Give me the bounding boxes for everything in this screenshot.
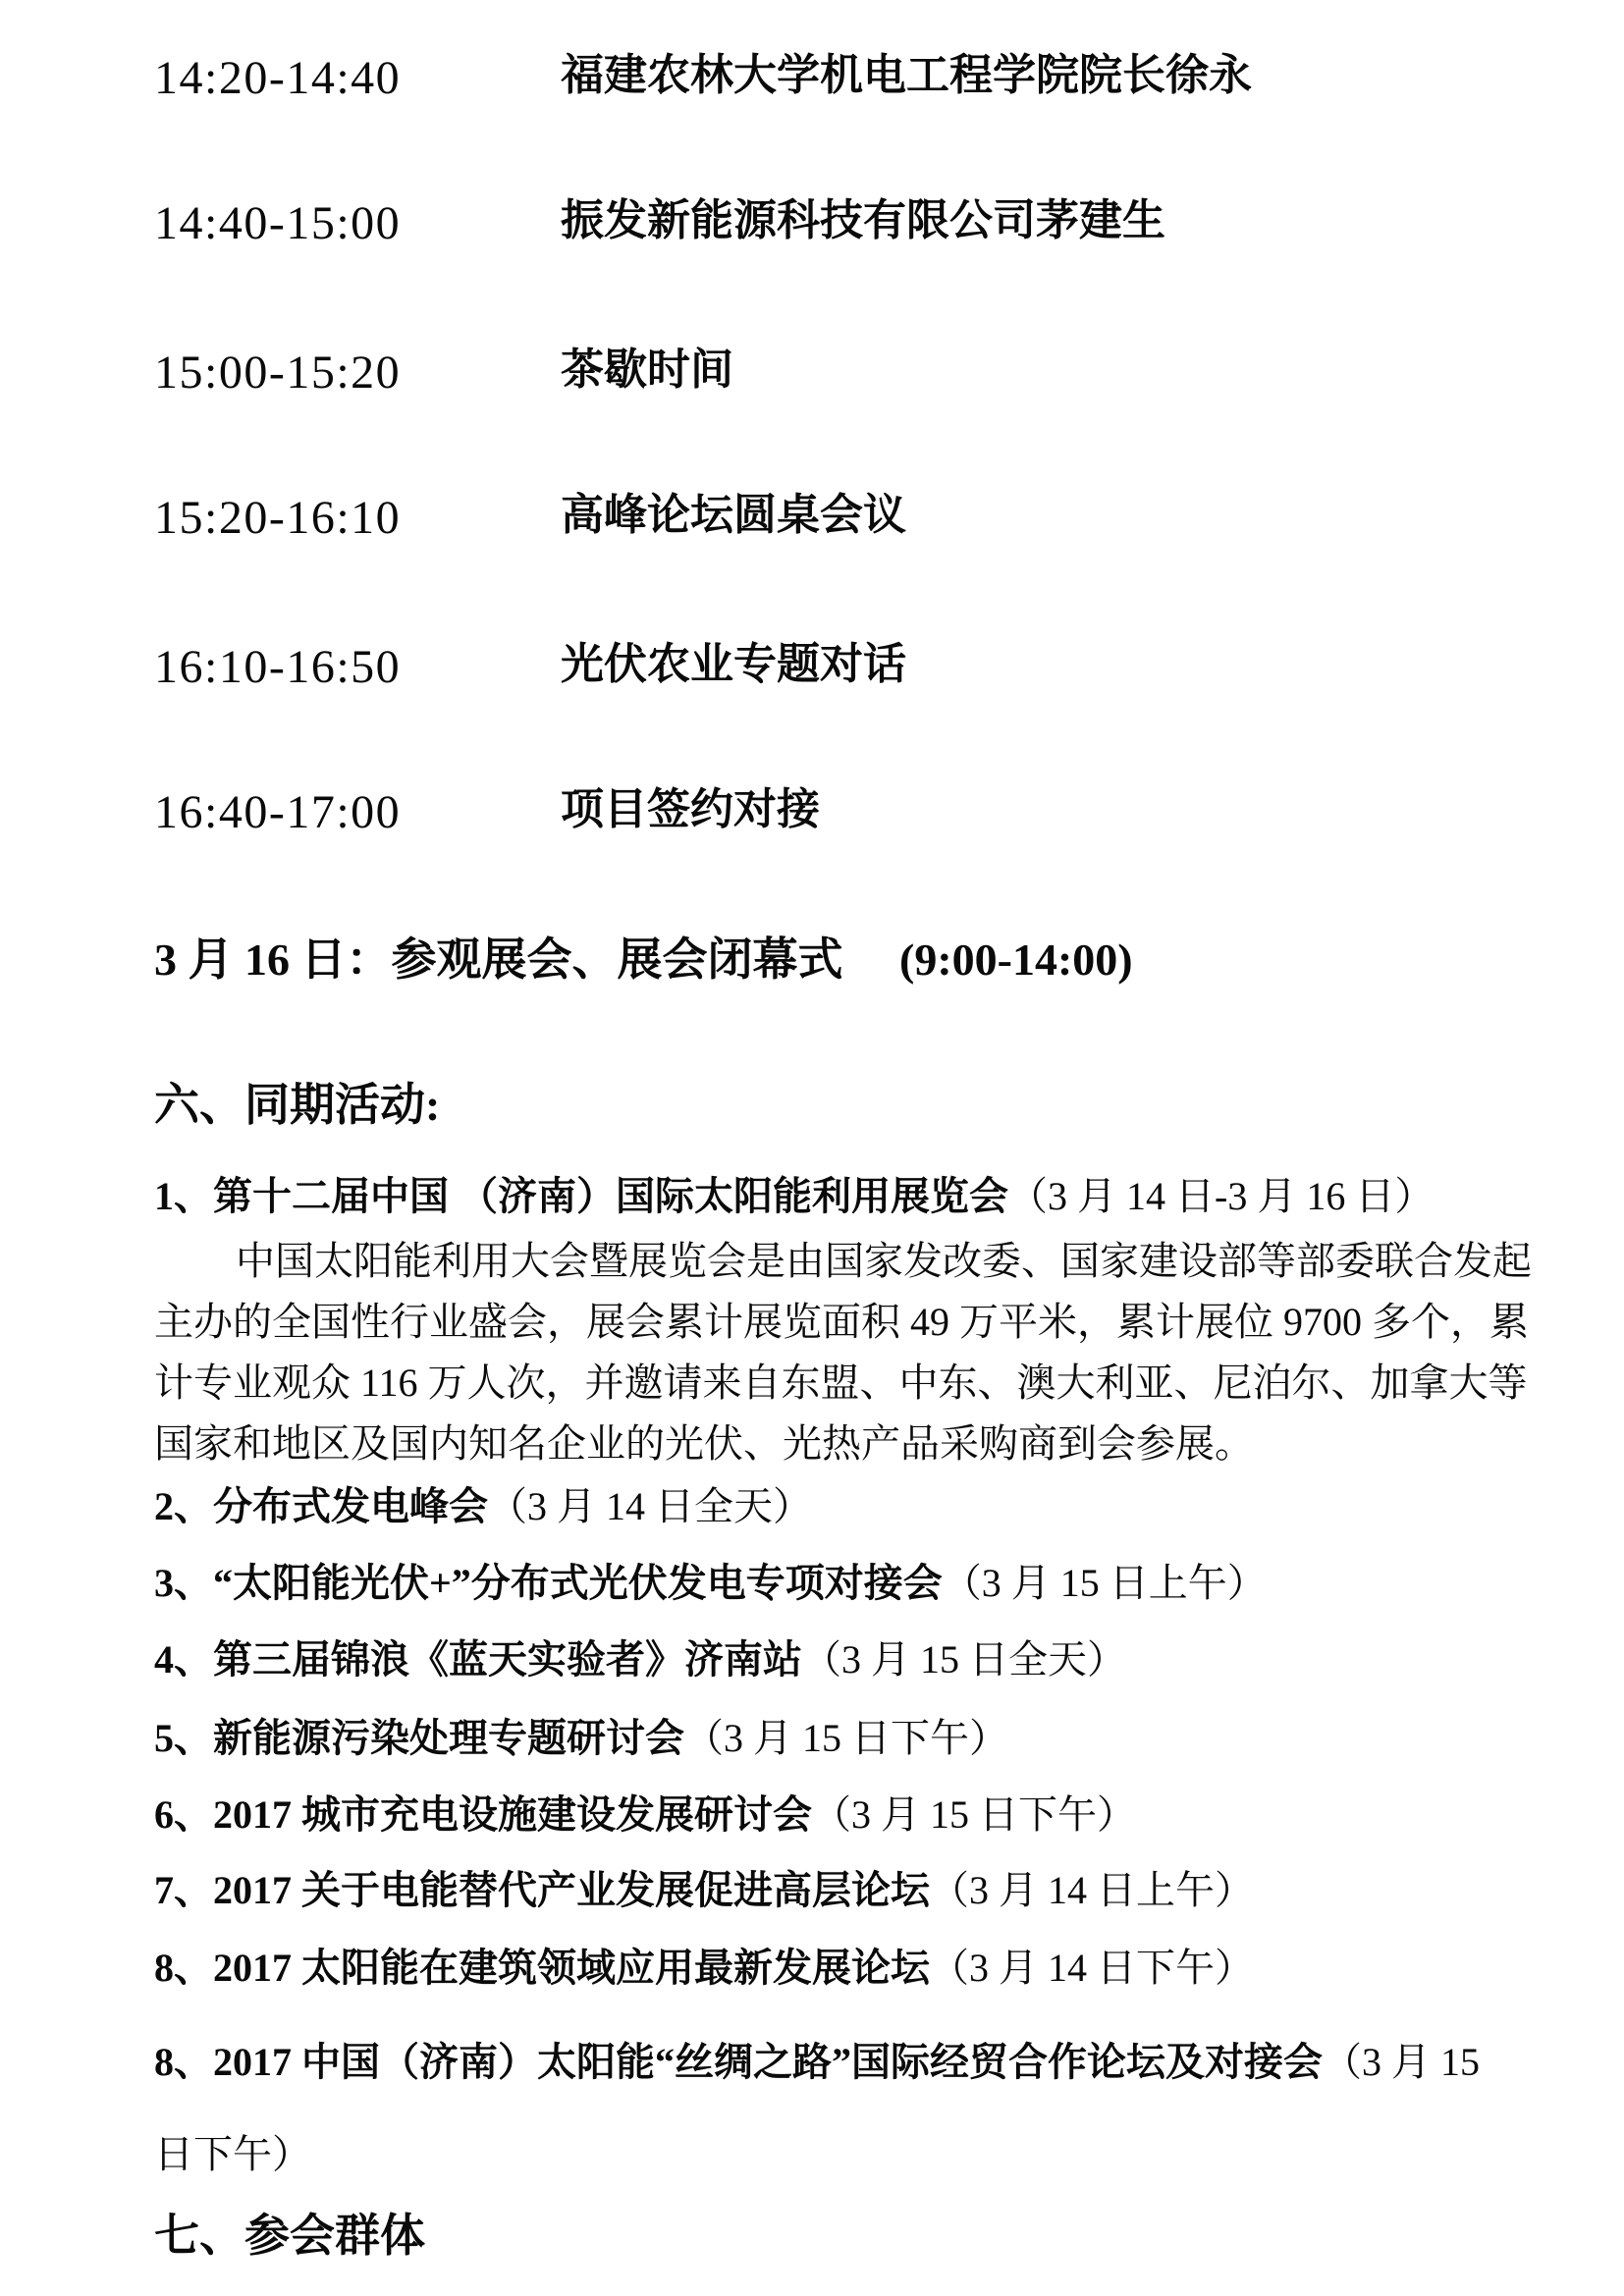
schedule-event: 项目签约对接 (561, 785, 820, 833)
schedule-time: 16:40-17:00 (154, 786, 402, 838)
activity-item-label: 6、2017 城市充电设施建设发展研讨会 (154, 1792, 812, 1837)
activity-item-date: （3 月 14 日上午） (930, 1868, 1254, 1912)
activity-item-label: 3、“太阳能光伏+”分布式光伏发电专项对接会 (154, 1561, 943, 1605)
activity-item-date: （3 月 14 日全天） (488, 1484, 812, 1528)
activity-item-date: （3 月 14 日-3 月 16 日） (1008, 1174, 1435, 1218)
paragraph-line: 计专业观众 116 万人次，并邀请来自东盟、中东、澳大利亚、尼泊尔、加拿大等 (154, 1361, 1528, 1405)
schedule-time: 15:00-15:20 (154, 347, 402, 399)
schedule-time: 14:40-15:00 (154, 197, 402, 249)
paragraph-line: 中国太阳能利用大会暨展览会是由国家发改委、国家建设部等部委联合发起 (236, 1239, 1532, 1283)
activity-item (154, 1716, 1008, 1761)
activity-item-date: （3 月 15 日上午） (942, 1561, 1267, 1605)
activity-item-date: （3 月 15 日全天） (802, 1637, 1126, 1682)
schedule-event: 振发新能源科技有限公司茅建生 (561, 196, 1165, 244)
activity-item-date: （3 月 15 日下午） (684, 1716, 1008, 1760)
schedule-time: 14:20-14:40 (154, 52, 402, 104)
schedule-event: 福建农林大学机电工程学院院长徐永 (561, 51, 1252, 99)
activity-item (154, 1174, 1434, 1219)
activity-item-label: 4、第三届锦浪《蓝天实验者》济南站 (154, 1637, 802, 1682)
activity-item-date: （3 月 15 日下午） (812, 1792, 1136, 1837)
activity-item-label: 2、分布式发电峰会 (154, 1484, 488, 1528)
activity-item-label: 8、2017 中国（济南）太阳能“丝绸之路”国际经贸合作论坛及对接会 (154, 2040, 1323, 2084)
section-heading-concurrent-activities: 六、同期活动: (154, 1080, 441, 1130)
activity-item (154, 1792, 1136, 1838)
activity-item (154, 1868, 1254, 1913)
activity-item (154, 1484, 812, 1529)
section-heading-participant-groups: 七、参会群体 (154, 2211, 425, 2261)
activity-item (154, 1946, 1254, 1991)
activity-item-label: 8、2017 太阳能在建筑领域应用最新发展论坛 (154, 1946, 930, 1990)
paragraph-line: 国家和地区及国内知名企业的光伏、光热产品采购商到会参展。 (154, 1421, 1254, 1466)
activity-item-label: 5、新能源污染处理专题研讨会 (154, 1716, 684, 1760)
activity-item (154, 1637, 1126, 1682)
activity-item (154, 2040, 1480, 2085)
schedule-event: 高峰论坛圆桌会议 (561, 491, 906, 539)
schedule-time: 15:20-16:10 (154, 492, 402, 544)
activity-item (154, 1561, 1267, 1606)
closing-day-line: 3 月 16 日：参观展会、展会闭幕式 (9:00-14:00) (154, 934, 1133, 985)
activity-item-date: （3 月 15 (1323, 2040, 1480, 2084)
schedule-event: 光伏农业专题对话 (561, 640, 906, 688)
paragraph-line: 主办的全国性行业盛会，展会累计展览面积 49 万平米，累计展位 9700 多个，累 (154, 1300, 1529, 1344)
activity-item-continuation: 日下午） (154, 2132, 311, 2176)
schedule-event: 茶歇时间 (561, 346, 733, 394)
activity-item-label: 1、第十二届中国 （济南）国际太阳能利用展览会 (154, 1174, 1008, 1218)
activity-item-date: （3 月 14 日下午） (930, 1946, 1254, 1990)
schedule-time: 16:10-16:50 (154, 641, 402, 693)
activity-item-label: 7、2017 关于电能替代产业发展促进高层论坛 (154, 1868, 930, 1912)
